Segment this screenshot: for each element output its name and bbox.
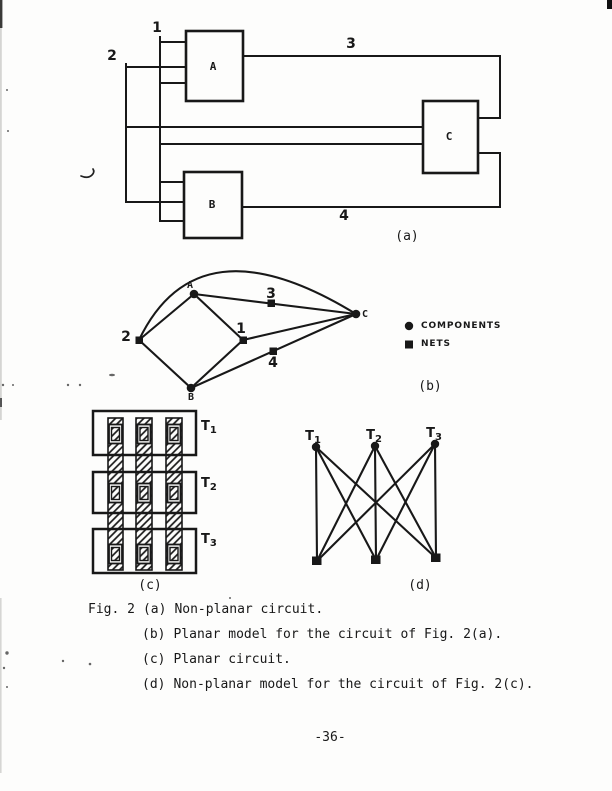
caption-line-1 [88,602,323,617]
fig-d-t3-label: $T_3$ [426,426,442,443]
fig-d-t1-subscript: 1 [313,435,321,446]
fig-b-nodes [136,290,414,393]
fig-d-edges [316,444,436,561]
fig-a-sublabel: (a) [395,229,419,244]
figure-number: Fig. 2 [88,602,135,617]
row-t1-label: $T_1$ [201,419,217,436]
component-node-c [352,310,361,319]
row-t3-subscript: 3 [209,538,217,549]
contact-inner [140,428,148,441]
row-t2-label: $T_2$ [201,476,217,493]
caption-tag-d: (d) [142,677,166,692]
contact-inner [112,428,120,441]
fig-a-net1-label: 1 [152,20,162,36]
fig-b-net4-label: 4 [268,355,278,371]
corner-mark [607,0,612,9]
caption-line-4 [142,677,534,692]
legend-net-symbol [405,341,413,349]
net-node-4 [270,348,278,356]
caption-tag-a: (a) [142,602,167,617]
net-node-2 [136,337,144,345]
legend-component-symbol [405,322,413,330]
fig-b-sublabel: (b) [418,379,442,394]
fig-a-net3-label: 3 [346,36,356,52]
fig-d-t3-subscript: 3 [434,432,442,443]
net-node-1 [240,337,248,345]
contact-inner [170,428,178,441]
page-number: -36- [314,730,346,745]
component-node-b [187,384,196,393]
caption-text-d: Non-planar model for the circuit of Fig. 2(c). [173,677,534,692]
edge-t3-s2 [376,444,435,560]
caption-tag-b: (b) [142,627,166,642]
edge-b-1 [191,340,243,388]
caption-text-c: Planar circuit. [173,652,291,667]
contact-inner [140,487,148,500]
contact-inner [112,487,120,500]
fig-b-net3-label: 3 [266,286,276,302]
fig-a-net4-label: 4 [339,208,349,224]
block-a-label: A [209,60,217,73]
fig-d-t1-label: $T_1$ [305,429,321,446]
caption-tag-c: (c) [142,652,166,667]
contact-inner [140,548,148,561]
legend-nets-label: NETS [421,339,451,349]
fig-b-comp-b-label: B [187,392,195,403]
fig-d-sublabel: (d) [408,578,432,593]
row-t2-subscript: 2 [209,482,217,493]
net-square-3 [431,554,441,563]
caption-text-b: Planar model for the circuit of Fig. 2(a). [173,627,503,642]
fig-d-t2-subscript: 2 [374,434,382,445]
edge-t3-s3 [435,444,436,558]
fig-c-layout [93,411,196,573]
contact-inner [170,487,178,500]
caption-line-3 [142,652,291,667]
fig-b-comp-c-label: C [361,309,369,320]
fig-c-sublabel: (c) [138,578,162,593]
fig-a-net2-label: 2 [107,48,117,64]
edge-t1-s1 [316,447,317,561]
fig-b-net1-label: 1 [236,321,246,337]
fig-b-comp-a-label: A [186,280,194,291]
net-square-1 [312,557,322,566]
legend-components-label: COMPONENTS [421,321,502,331]
fig-d-t2-label: $T_2$ [366,428,382,445]
net-square-2 [371,556,381,565]
contact-inner [112,548,120,561]
pen-mark [81,169,94,177]
caption-text-a: Non-planar circuit. [174,602,324,617]
fig-b-edges [139,271,356,388]
row-t1-subscript: 1 [209,425,217,436]
contact-inner [170,548,178,561]
row-t3-label: $T_3$ [201,532,217,549]
block-b-label: B [208,198,216,211]
caption-line-2 [142,627,502,642]
fig-b-net2-label: 2 [121,329,131,345]
edge-1-c [243,314,356,340]
block-c-label: C [445,130,453,143]
edge-2-b [139,340,191,388]
